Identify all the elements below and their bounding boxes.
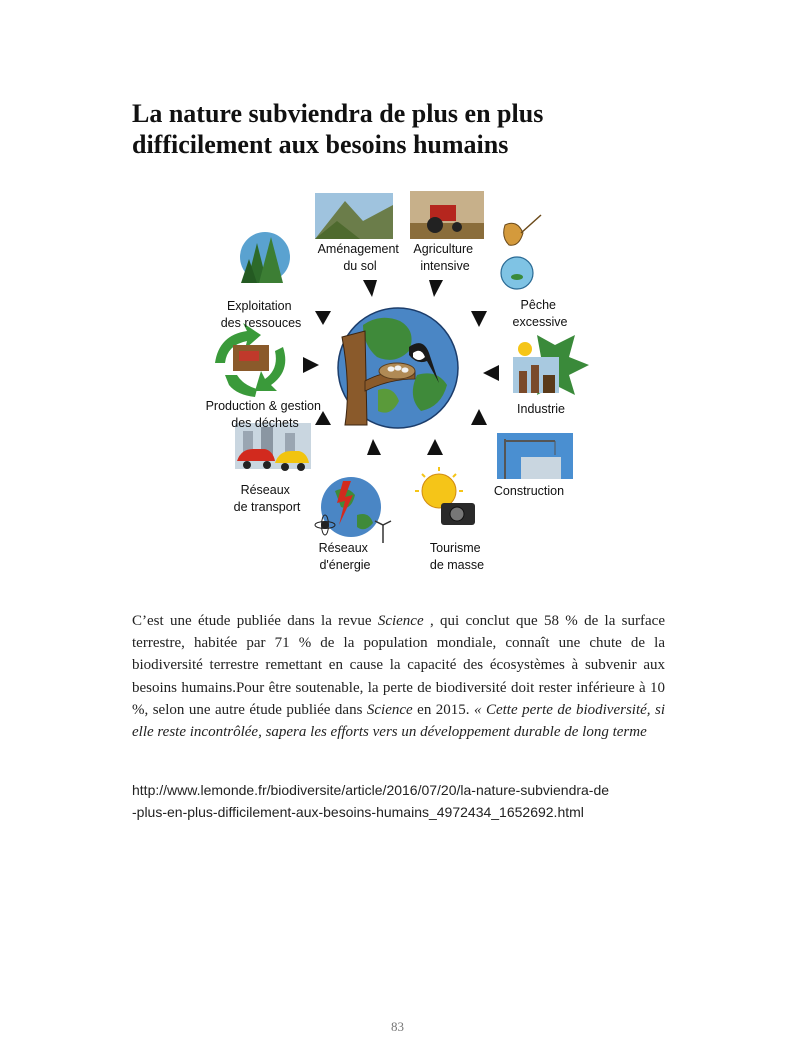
source-url-line-2: -plus-en-plus-difficilement-aux-besoins-humains_4972434_1652692.html xyxy=(132,804,584,820)
page-number: 83 xyxy=(391,1019,404,1034)
center-globe-icon xyxy=(338,308,458,428)
arrow-transport xyxy=(315,411,331,425)
industry-icon xyxy=(513,335,589,395)
source-url xyxy=(132,779,692,823)
source-url-line-1: http://www.lemonde.fr/biodiversite/article/2016/07/20/la-nature-subviendra-de xyxy=(132,782,610,798)
body-paragraph xyxy=(132,610,665,743)
arrow-industrie xyxy=(483,365,499,381)
tractor-icon xyxy=(410,191,484,239)
mountain-landscape-icon xyxy=(315,193,393,239)
label-transport: Réseaux de transport xyxy=(233,483,301,514)
arrow-construction xyxy=(471,409,487,425)
title-line-1: La nature subviendra de plus en plus xyxy=(132,99,544,128)
traffic-cars-icon xyxy=(235,423,311,471)
quote: « Cette perte de biodiversité, si elle reste incontrôlée, sapera les efforts vers un développement durable de long terme xyxy=(132,701,665,741)
journal-name-1: Science xyxy=(377,613,424,629)
body-text-2: , qui conclut que 58 % de la surface terrestre, habitée par 71 % de la population mondiale, connaît une chute de la biodiversité terrestre remettant en cause la capacité des écosystèmes à subvenir aux besoins humains.Pour être soutenable, la perte de biodiversité doit rester inférieure à 10 %, selon une autre étude publiée dans xyxy=(132,613,665,718)
arrow-tourisme xyxy=(427,439,443,455)
page-title xyxy=(132,98,592,160)
arrow-agriculture xyxy=(429,280,443,297)
body-text-1: C’est une étude publiée dans la revue xyxy=(132,613,378,629)
label-exploitation: Exploitation des ressouces xyxy=(220,299,302,330)
label-construction: Construction xyxy=(493,484,565,498)
label-energie: Réseaux d'énergie xyxy=(318,541,371,572)
label-industrie: Industrie xyxy=(517,402,565,416)
label-peche: Pêche excessive xyxy=(512,298,568,329)
forest-icon xyxy=(240,232,290,283)
camera-sun-icon xyxy=(415,467,475,525)
title-line-2: difficilement aux besoins humains xyxy=(132,130,509,159)
label-agriculture: Agriculture intensive xyxy=(413,242,474,273)
arrow-dechets xyxy=(303,357,319,373)
label-tourisme: Tourisme de masse xyxy=(429,541,485,572)
arrow-energie xyxy=(367,439,381,455)
label-amenagement: Aménagement du sol xyxy=(317,242,399,273)
biodiversity-threats-diagram xyxy=(195,185,605,580)
journal-name-2: Science xyxy=(366,701,413,718)
arrow-amenagement xyxy=(363,280,377,297)
body-text-3: en 2015. xyxy=(412,701,474,718)
arrow-peche xyxy=(471,311,487,327)
arrow-exploitation xyxy=(315,311,331,325)
construction-icon xyxy=(497,433,573,479)
label-dechets: Production & gestion des déchets xyxy=(205,399,321,430)
recycling-icon xyxy=(215,323,285,397)
energy-globe-icon xyxy=(315,477,391,543)
fishing-icon xyxy=(501,215,541,289)
